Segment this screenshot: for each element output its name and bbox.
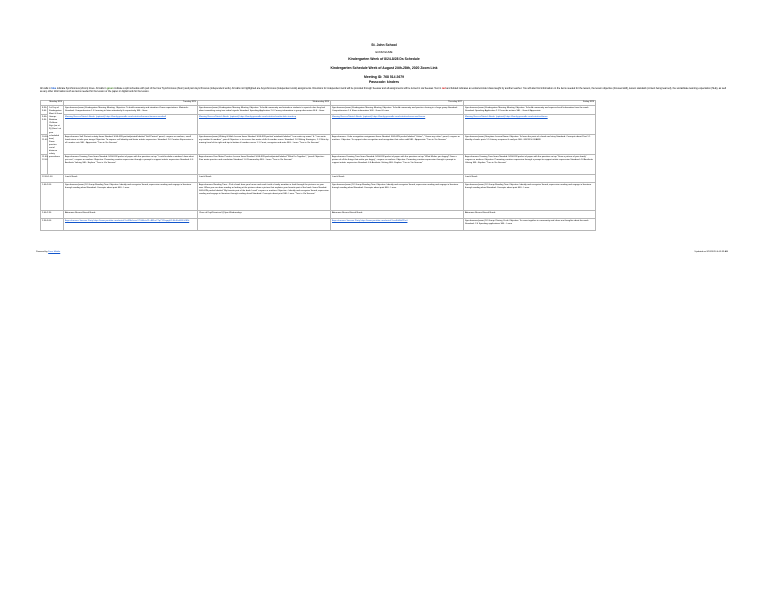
day-header-friday: Friday 8/28 xyxy=(464,101,596,106)
updated-timestamp: Updated on 8/24/2020 4:03:39 AM xyxy=(694,251,728,253)
monday-note: Children: Sign (on at 9) (Here's at your scheduled time) xyxy=(49,122,61,140)
school-name: St. John School xyxy=(371,43,397,47)
table-row xyxy=(41,211,729,219)
table-row xyxy=(41,219,729,231)
red-keyword: red xyxy=(441,87,446,90)
schedule-cell: Asynchronous Fine Motor Practice Lesson Items Needed: SGS-KIN packet/printed labeled "What Do Together", "pencil Objective: Fine motor practice and correlation Standard: 1.0 Penmanship SEL : Learn "Turn in Via Seesaw" xyxy=(198,155,331,175)
table-row xyxy=(41,106,729,115)
intro-text: and bolded indicates an extra/reminder class taught by another teacher. You will also find information on the items needed for the lesson, the lesson objective (focused skill), lesson standard (content being learned), the social/state learning expectation (SLE), as well as any other information such as items needed for the lesson or the paper or digital tools for the lesson. xyxy=(40,87,727,94)
schedule-link-cell[interactable]: Asynchronous Seesaw Party https://www.youtube.com/watch?v=KMzIzcuaY7U&list=PLcBFhxCTpY1IVuyqgU2-8bJ0u4FRGJ8Ni xyxy=(64,219,198,231)
schedule-table xyxy=(40,100,729,231)
time-cell: 1:00-2:00 xyxy=(41,183,64,211)
schedule-cell: Synchronous(zoom) Kindergarten Morning Meeting Objective: To build community and practice sharing in a large group Standard: Comprehension 1.0 Share information SLE : Grow & Learn xyxy=(331,106,464,115)
schedule-link-cell[interactable]: Morning Recess/Stretch Break: (optional) https://family.gonoodle.com/activities/banana-banana-meatball xyxy=(64,115,198,135)
schedule-cell: Asynchronous Drawing Time Items Needed: SGS-KIN packet of paper with the question on top "Draw a picture of your family" crayons or markers Objective: Promoting creative expression through a prompt to support artistic expression Standard: 4.0 Aesthetic Valuing SEL: Explore "Turn in Via Seesaw" xyxy=(464,155,596,175)
document-title: Kindergarten Week of 8/24-8/28 Ds Schedule xyxy=(348,57,420,61)
schedule-cell: Asynchronous Reading Time - Pick a book from your house and read it with a family member or look through the pictures on your own. When you are done reading or looking at the pictures draw a picture that explains your favorite part of the book. Items Needed: SGS-KIN packet labeled "My favorite part of the book I read" crayons or markers Objective - Identify and recognize Sound, expression reading and engage in literature through reading aloud Standard: Concepts about print SEL: Learn "Turn in Via Seesaw" xyxy=(198,183,331,211)
passcode: Passcode: kinders xyxy=(369,80,399,84)
schedule-cell: Synchronous(zoom) 1K Group Reading Time Objective: Identify and recognize Sound, expression reading and engage in literature through reading aloud Standard: Concepts about print SEL : Learn xyxy=(464,183,596,211)
district-name: ECNM EUME xyxy=(375,50,393,54)
schedule-cell: Afternoon Recess/Snack Break xyxy=(464,211,596,219)
intro-text: indicate Synchronous (Zoom) times. All calls in xyxy=(56,87,107,90)
powered-by-label: Powered by xyxy=(36,251,48,253)
powered-by xyxy=(36,251,60,254)
intro-text: All calls in xyxy=(40,87,51,90)
monday-note: 1st Day of Kindergarten Meet & Greet xyxy=(49,106,63,115)
schedule-cell: Synchronous(zoom) 1K Group Reading Time Objective: Identify and recognize Sound, expression reading and engage in literature through reading aloud Standard: Concepts about print SEL : Learn xyxy=(331,183,464,211)
schedule-cell: Asynchronous Drawing Time Items Needed: SGS-KIN packet of paper with the question on top "I could include a window I draw what you see", crayons or markers Objective: Promoting creative expression through a prompt to support artistic expression Standard: 4.0 Aesthetic Valuing SEL: Explore "Turn in Via Seesaw" xyxy=(64,155,198,175)
schedule-cell: Afternoon Recess/Snack Break xyxy=(331,211,464,219)
time-cell: 10:00-11:00 xyxy=(41,135,48,155)
day-header-tuesday: Tuesday 8/25 xyxy=(64,101,198,106)
schedule-cell: Synchronous(zoom) Kindergarten Morning Meeting Objective: To build community and express/recall information from the week. Standard: Speaking Application 2.1 Describe actions SEL : Grow & Appreciate xyxy=(464,106,596,115)
day-header-wednesday: Wednesday 8/26 xyxy=(198,101,331,106)
time-cell: 12:00-1:00 xyxy=(41,175,64,183)
schedule-cell: Asynchronous: Color recognition assignment Items Needed: SGS-KIN packet labeled "Colors", "I know my colors" pencil, crayons or markers. Objective: To support color recognition and recognition that colors add SEL : Appreciate "Turn in Via Seesaw" xyxy=(331,135,464,155)
time-cell: 2:00-2:30 xyxy=(41,211,64,219)
schedule-link-cell[interactable]: Morning Recess/Stretch Break: (optional) https://family.gonoodle.com/activities/dance xyxy=(464,115,596,135)
schedule-cell: Lunch Break xyxy=(64,175,198,183)
schedule-cell: Lunch Break xyxy=(331,175,464,183)
intro-text: indicate a split schedule with part of the hour Synchronous (Zoom) and part Asynchronous (independent work). All calls not highlighted are Asynchronous (independent work) assignments. Directions for independent work will be provided through Seesaw and all assignments will be turned in via Seesaw. Text in xyxy=(114,87,442,90)
table-row xyxy=(41,135,729,155)
table-row xyxy=(41,115,729,135)
schedule-link-cell[interactable]: Asynchronous Seesaw Party https://www.youtube.com/watch?v=n8tkNsfPFn4 xyxy=(331,219,464,231)
schedule-link-cell[interactable]: Morning Recess/Stretch Break: (optional) https://family.gonoodle.com/activities/move-and-freeze xyxy=(331,115,464,135)
blue-keyword: blue xyxy=(51,87,57,90)
schedule-cell: Synchronous(zoom) Kindergarten Morning Meeting: Objective: To build community and introduce Zoom expectations. Materials: Standard: Comprehension 1.0 Learning to listen attentively & respectively SEL: Grow xyxy=(64,106,198,115)
intro-paragraph xyxy=(40,87,728,94)
table-row xyxy=(41,155,729,175)
schedule-cell: Lunch Break xyxy=(464,175,596,183)
table-row xyxy=(41,175,729,183)
schedule-cell: Synchronous(zoom) 1K Group Reading Time Objective: Identify and recognize Sound, expression reading and engage in literature through reading aloud Standard: Concepts about print SEL : Learn xyxy=(64,183,198,211)
monday-note: Zoom practice social distance safety procedures xyxy=(49,140,60,159)
schedule-cell xyxy=(198,219,331,231)
schedule-cell: Asynchronous Drawing Time Items Needed: SGS-KIN packet of paper with the question on top "What Makes you happy? Draw a picture of all the things that make you happy", crayons or markers Objective: Promoting creative expression through a prompt to support artistic expression Standard: 4.0 Aesthetic Valuing SEL: Explore "Turn in Via Seesaw" xyxy=(331,155,464,175)
time-cell: 8:30-9:00 xyxy=(41,106,48,115)
green-keyword: green xyxy=(107,87,114,90)
schedule-cell: Lunch Break xyxy=(198,175,331,183)
schedule-cell: Synchronous(zoom) 1K Group Closing Circle Objective: To come together in community and share our thoughts about the week Standard: 2.0 Speaking applications SEL : Learn xyxy=(464,219,596,231)
time-cell: 9:00-9:30 xyxy=(41,115,48,135)
table-row xyxy=(41,183,729,211)
schedule-cell: Synchronous(zoom) Storytime Lesson/Game Objective: To learn the parts of a book and story Standard: Concepts about Print 1.1 Identify a books parts 1.5 Literary response & analysis SEL: GROW & LEARN xyxy=(464,135,596,155)
time-cell: 11:00-12:00 xyxy=(41,155,48,175)
schedule-title: Kindergarten Schedule Week of August 24th-28th, 2020 Zoom Link xyxy=(330,66,438,70)
monday-note: Groups Rotation xyxy=(49,116,58,122)
schedule-cell: Asynchronous Self Portrait activity Items Needed: SGS-KIN packet/printed labeled "Self Portrait" pencil, crayons or markers, small hand mirror or take your image Objective: To express self identity and foster artistic expression. Standard: 2.0 Creative Expression in all creative arts SEL : Appreciate "Turn in Via Seesaw" xyxy=(64,135,198,155)
schedule-cell: Synchronous(zoom) Writing & Math Lesson Items Needed: SGS-KIN packet/ notebook labeled "I can write my name" & "I can write my number & numbers", pencil Objective: is to assess fine motor skills & number sense. Standard: 1.0 Writing Strategies, 1.1 Write by moving from left to right and top to bottom & number sense 1.1 Count, recognize and write SEL : Learn "Turn in Via Seesaw" xyxy=(198,135,331,155)
schedule-cell: Close of Day/Dismissal @1pm Wednesdays xyxy=(198,211,331,219)
schedule-cell: Synchronous(zoom) Kindergarten Morning Meeting Objective: To build community and introduce students to special rules they feel about something using two verbal signals Standard: Speaking Application 2.0 Convey information in group discussion SLE : Grow xyxy=(198,106,331,115)
day-header-thursday: Thursday 8/27 xyxy=(331,101,464,106)
meeting-id: Meeting ID: 768 514 2679 xyxy=(364,75,404,79)
schedule-cell: Afternoon Recess/Snack Break xyxy=(64,211,198,219)
time-cell: 2:30-3:00 xyxy=(41,219,64,231)
monday-cell xyxy=(48,106,64,175)
powered-by-link[interactable]: Docs Mobile xyxy=(48,251,61,253)
schedule-link-cell[interactable]: Morning Recess/Stretch Break: (optional) https://family.gonoodle.com/activities/zumba-kids-stand-up xyxy=(198,115,331,135)
day-header-monday: Monday 8/24 xyxy=(41,101,64,106)
